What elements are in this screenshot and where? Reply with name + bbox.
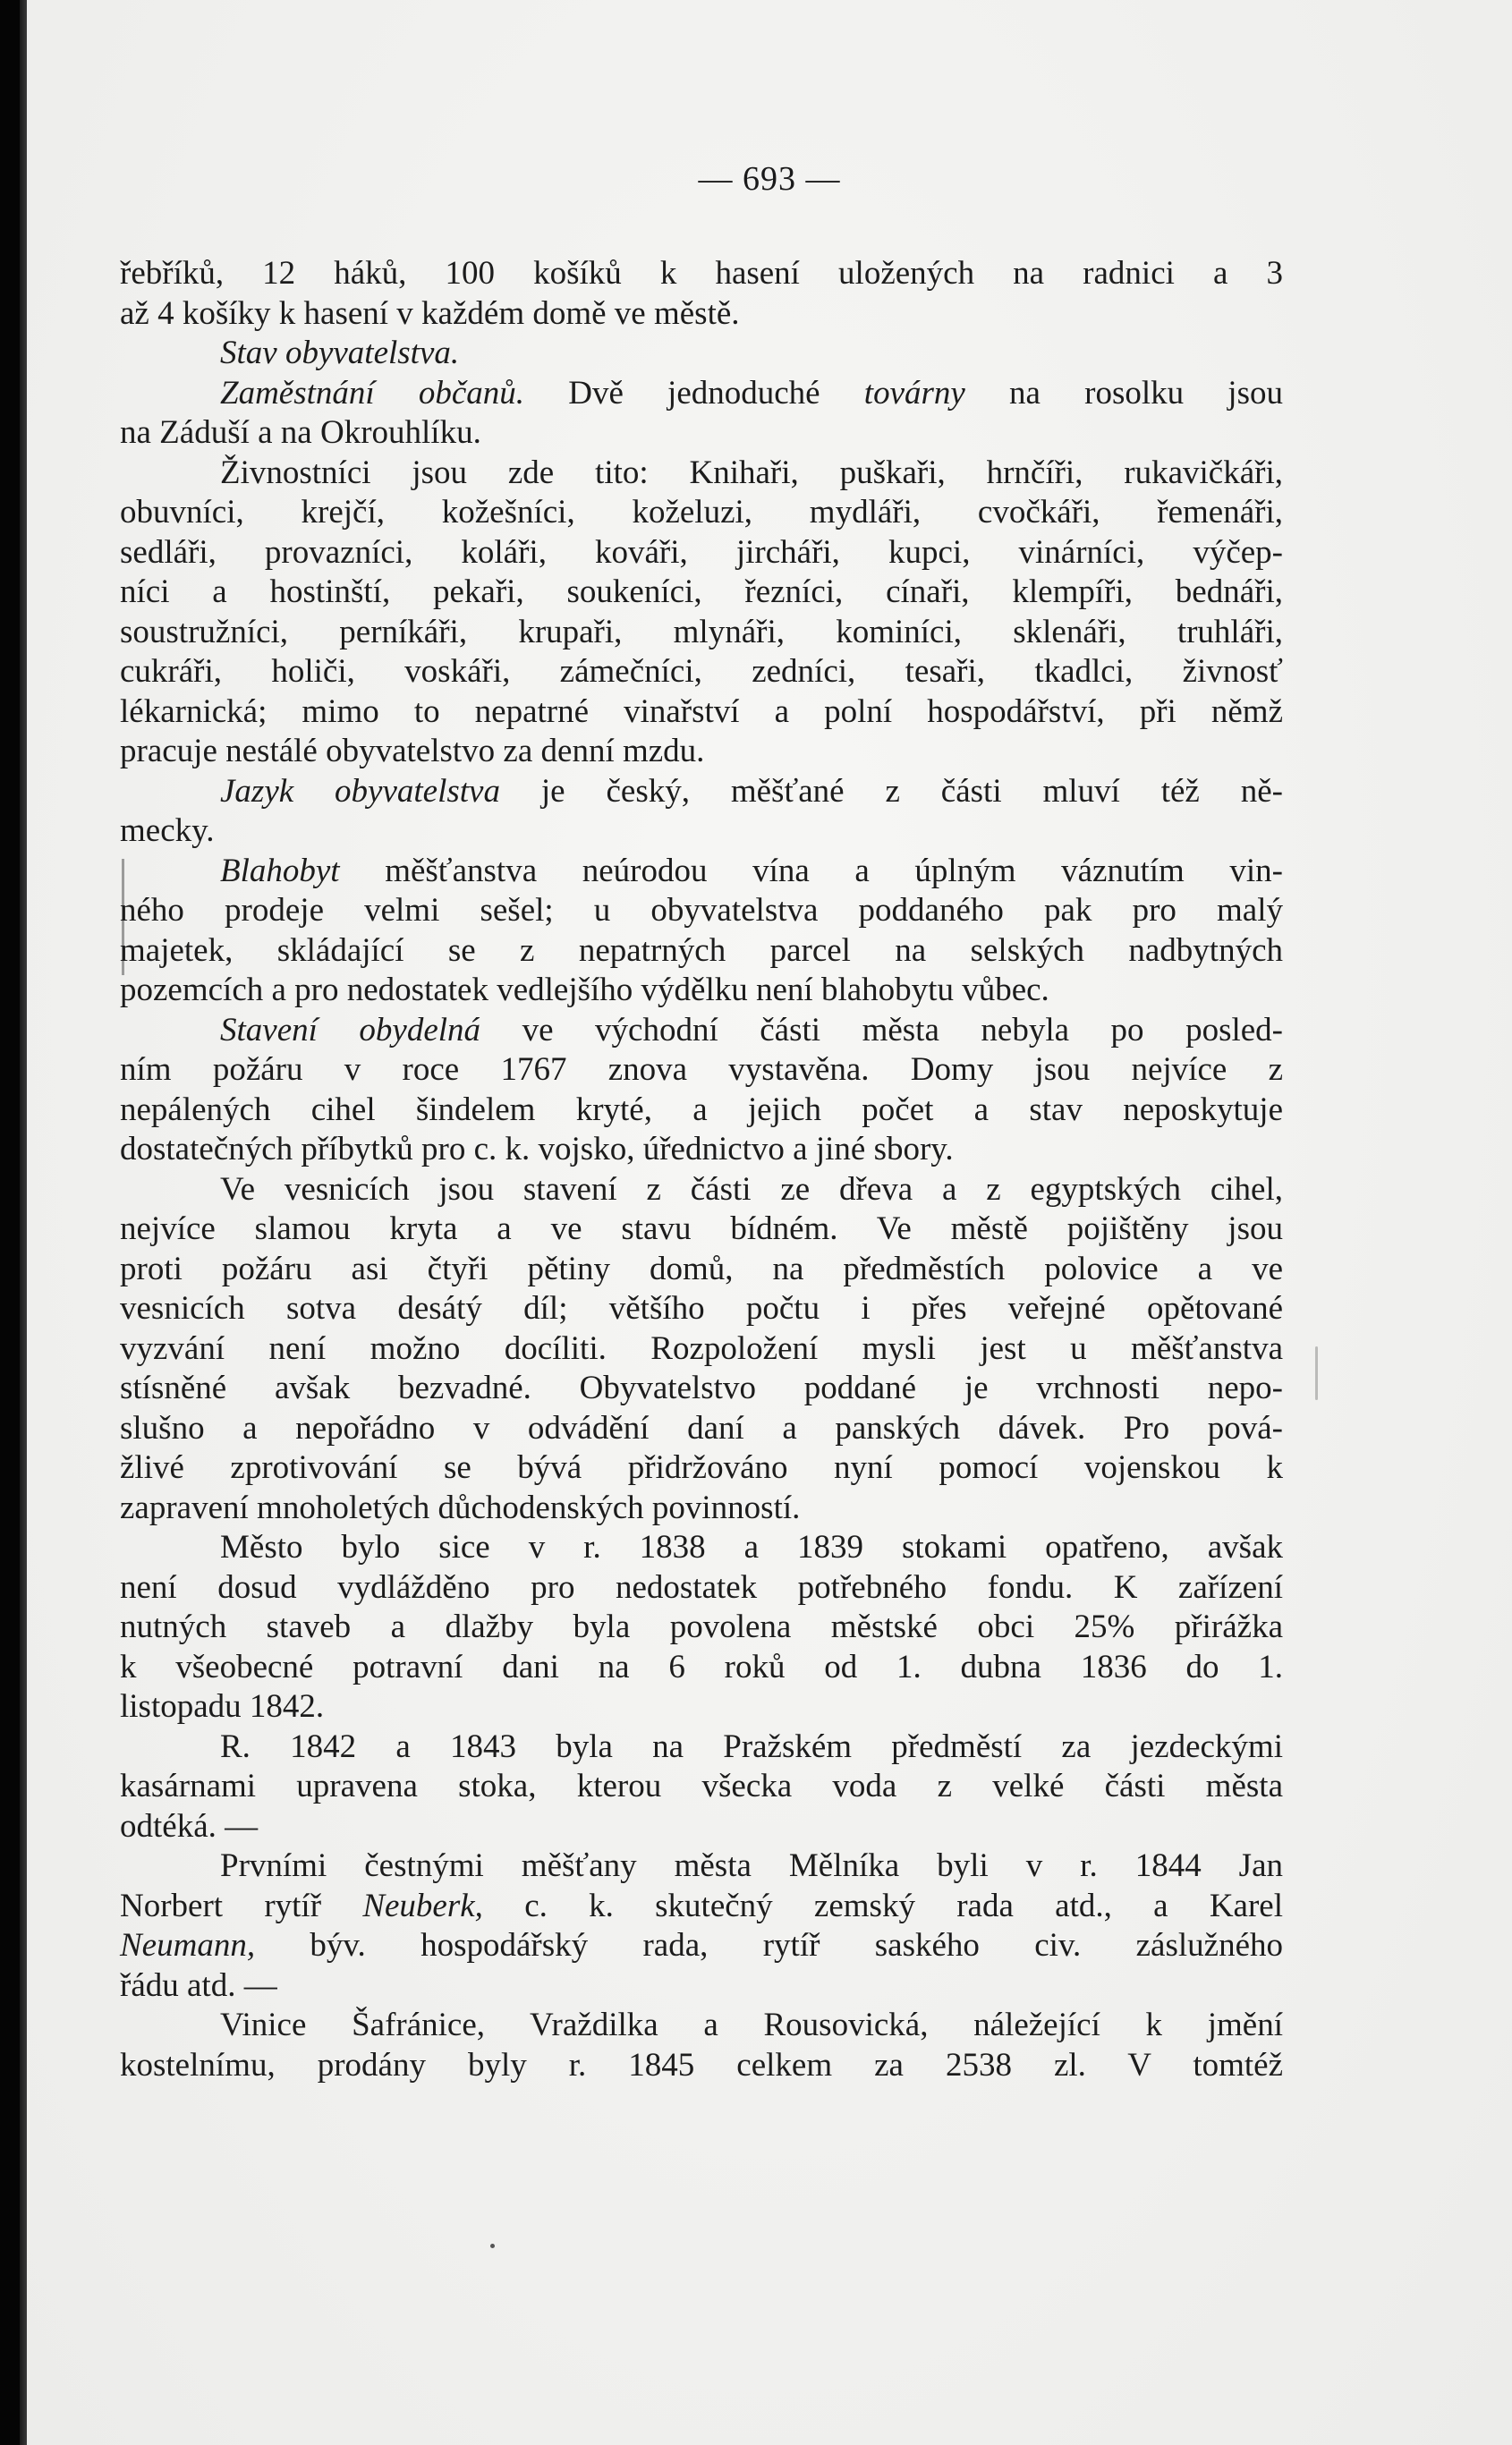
text-line: [120, 1887, 1283, 1927]
text-run: majetek, skládající se z nepatrných parcel na selských nadbytných: [120, 931, 1283, 969]
scan-edge-shadow: [20, 0, 27, 2445]
text-run: kasárnami upravena stoka, kterou všecka voda z velké části města: [120, 1768, 1283, 1804]
text-line: [120, 493, 1283, 533]
text-run: stísněné avšak bezvadné. Obyvatelstvo poddané je vrchnosti nepo-: [120, 1370, 1283, 1406]
text-line: [120, 852, 1283, 892]
paragraph: [120, 852, 1283, 1011]
text-run: obuvníci, krejčí, kožešníci, koželuzi, mydláři, cvočkáři, řemenáři,: [120, 494, 1283, 531]
text-line: [120, 533, 1283, 573]
italic-run: Blahobyt: [220, 852, 340, 889]
text-line: [120, 1210, 1283, 1250]
text-run: lékarnická; mimo to nepatrné vinařství a polní hospodářství, při němž: [120, 692, 1283, 730]
text-line: [120, 1170, 1283, 1210]
text-line: [120, 1369, 1283, 1409]
text-line: [120, 1767, 1283, 1807]
paragraph: [120, 2006, 1283, 2085]
text-run: nejvíce slamou kryta a ve stavu bídném. Ve městě pojištěny jsou: [120, 1210, 1283, 1247]
text-line: [120, 692, 1283, 733]
text-line: [120, 573, 1283, 613]
book-page: [27, 0, 1512, 2445]
text-run: vyzvání není možno docíliti. Rozpoložení mysli jest u měšťanstva: [120, 1329, 1283, 1367]
paragraph: [120, 334, 1283, 374]
text-line: [120, 254, 1283, 294]
text-line: [120, 1648, 1283, 1688]
paragraph: [120, 254, 1283, 334]
text-run: na Záduší a na Okrouhlíku.: [120, 414, 481, 451]
text-run: slušno a nepořádno v odvádění daní a panských dávek. Pro pová-: [120, 1409, 1283, 1447]
page-number: — 693 —: [698, 160, 841, 198]
italic-run: Neuberk,: [362, 1887, 483, 1924]
text-run: ním požáru v roce 1767 znova vystavěna. Domy jsou nejvíce z: [120, 1051, 1283, 1088]
text-run: vesnicích sotva desátý díl; většího počtu i přes veřejné opětované: [120, 1290, 1283, 1327]
text-run: soustružníci, perníkáři, krupaři, mlynáři, kominíci, sklenáři, truhláři,: [120, 613, 1283, 650]
text-run: ve východní části města nebyla po posled-: [480, 1011, 1284, 1048]
text-line: [120, 1329, 1283, 1370]
text-line: [120, 2006, 1283, 2046]
text-line: [120, 1926, 1283, 1966]
text-line: [120, 1250, 1283, 1290]
text-run: odtéká. —: [120, 1807, 259, 1845]
text-line: [120, 1687, 1283, 1728]
text-run: Norbert rytíř: [120, 1887, 363, 1924]
text-line: [120, 1091, 1283, 1131]
text-run: R. 1842 a 1843 byla na Pražském předměstí za jezdeckými: [220, 1728, 1283, 1765]
text-run: na rosolku jsou: [964, 374, 1283, 412]
text-line: [120, 652, 1283, 692]
text-run: zapravení mnoholetých důchodenských povinností.: [120, 1489, 801, 1526]
text-line: [120, 891, 1283, 931]
text-run: nepálených cihel šindelem kryté, a jejich počet a stav neposkytuje: [120, 1091, 1283, 1128]
text-run: kostelnímu, prodány byly r. 1845 celkem za 2538 zl. V tomtéž: [120, 2046, 1283, 2084]
italic-run: Zaměstnání občanů.: [220, 374, 525, 412]
text-line: [120, 1489, 1283, 1529]
text-line: [120, 971, 1283, 1011]
text-run: Živnostníci jsou zde tito: Knihaři, puškaři, hrnčíři, rukavičkáři,: [220, 454, 1283, 491]
text-run: pozemcích a pro nedostatek vedlejšího výdělku není blahobytu vůbec.: [120, 972, 1049, 1008]
text-line: [120, 1568, 1283, 1609]
text-run: je český, měšťané z části mluví též ně-: [499, 772, 1283, 810]
text-line: [120, 811, 1283, 852]
text-run: řádu atd. —: [120, 1966, 277, 2004]
paragraph: [120, 1846, 1283, 2006]
scan-speck: [1315, 1346, 1318, 1400]
paragraph: [120, 454, 1283, 772]
text-run: měšťanstva neúrodou vína a úplným váznutím vin-: [339, 852, 1283, 889]
paragraph: [120, 1170, 1283, 1529]
text-run: Dvě jednoduché: [524, 374, 864, 412]
paragraph: [120, 1728, 1283, 1847]
body-text: [120, 254, 1283, 2085]
text-line: [120, 1130, 1283, 1170]
text-line: [120, 931, 1283, 972]
text-line: [120, 1528, 1283, 1568]
text-line: [120, 454, 1283, 494]
text-run: není dosud vydlážděno pro nedostatek potřebného fondu. K zařízení: [120, 1568, 1283, 1606]
italic-run: Neumann,: [120, 1927, 256, 1964]
paragraph: [120, 1011, 1283, 1170]
text-run: mecky.: [120, 812, 215, 849]
italic-run: továrny: [863, 374, 965, 412]
text-line: [120, 1846, 1283, 1887]
text-run: Vinice Šafránice, Vraždilka a Rousovická, náležející k jmění: [220, 2007, 1283, 2043]
text-run: Prvními čestnými měšťany města Mělníka byli v r. 1844 Jan: [220, 1847, 1283, 1884]
text-line: [120, 1728, 1283, 1768]
text-run: dostatečných příbytků pro c. k. vojsko, úřednictvo a jiné sbory.: [120, 1131, 954, 1167]
text-run: žlivé zprotivování se bývá přidržováno nyní pomocí vojenskou k: [120, 1449, 1283, 1486]
text-run: Ve vesnicích jsou stavení z části ze dřeva a z egyptských cihel,: [220, 1170, 1283, 1208]
text-line: [120, 413, 1283, 454]
text-run: c. k. skutečný zemský rada atd., a Karel: [482, 1887, 1283, 1924]
italic-run: Jazyk obyvatelstva: [220, 772, 500, 810]
text-line: [120, 772, 1283, 812]
text-run: proti požáru asi čtyři pětiny domů, na předměstích polovice a ve: [120, 1250, 1283, 1287]
text-run: níci a hostinští, pekaři, soukeníci, řezníci, cínaři, klempíři, bednáři,: [120, 573, 1283, 610]
text-run: pracuje nestálé obyvatelstvo za denní mzdu.: [120, 733, 705, 769]
paragraph: [120, 374, 1283, 454]
text-line: [120, 1966, 1283, 2007]
text-run: řebříků, 12 háků, 100 košíků k hasení uložených na radnici a 3: [120, 255, 1283, 292]
text-run: listopadu 1842.: [120, 1688, 325, 1725]
text-line: [120, 1289, 1283, 1329]
text-line: [120, 1011, 1283, 1051]
text-line: [120, 1608, 1283, 1648]
text-run: sedláři, provazníci, koláři, kováři, jircháři, kupci, vinárníci, výčep-: [120, 533, 1283, 571]
text-run: nutných staveb a dlažby byla povolena městské obci 25% přirážka: [120, 1609, 1283, 1645]
text-line: [120, 334, 1283, 374]
paragraph: [120, 772, 1283, 852]
italic-run: Stavení obydelná: [220, 1011, 481, 1048]
text-run: býv. hospodářský rada, rytíř saského civ. záslužného: [255, 1927, 1283, 1964]
scan-speck: [490, 2244, 495, 2248]
text-line: [120, 374, 1283, 414]
paragraph: [120, 1528, 1283, 1728]
text-line: [120, 732, 1283, 772]
text-line: [120, 294, 1283, 335]
text-line: [120, 1807, 1283, 1847]
text-run: ného prodeje velmi sešel; u obyvatelstva poddaného pak pro malý: [120, 892, 1283, 929]
text-line: [120, 613, 1283, 653]
text-line: [120, 2046, 1283, 2086]
text-run: cukráři, holiči, voskáři, zámečníci, zedníci, tesaři, tkadlci, živnosť: [120, 653, 1283, 690]
text-line: [120, 1409, 1283, 1449]
italic-run: Stav obyvatelstva.: [220, 335, 460, 371]
text-line: [120, 1448, 1283, 1489]
text-line: [120, 1050, 1283, 1091]
text-run: Město bylo sice v r. 1838 a 1839 stokami opatřeno, avšak: [220, 1529, 1283, 1566]
text-run: k všeobecné potravní dani na 6 roků od 1. dubna 1836 do 1.: [120, 1648, 1283, 1685]
text-run: až 4 košíky k hasení v každém domě ve městě.: [120, 294, 740, 332]
